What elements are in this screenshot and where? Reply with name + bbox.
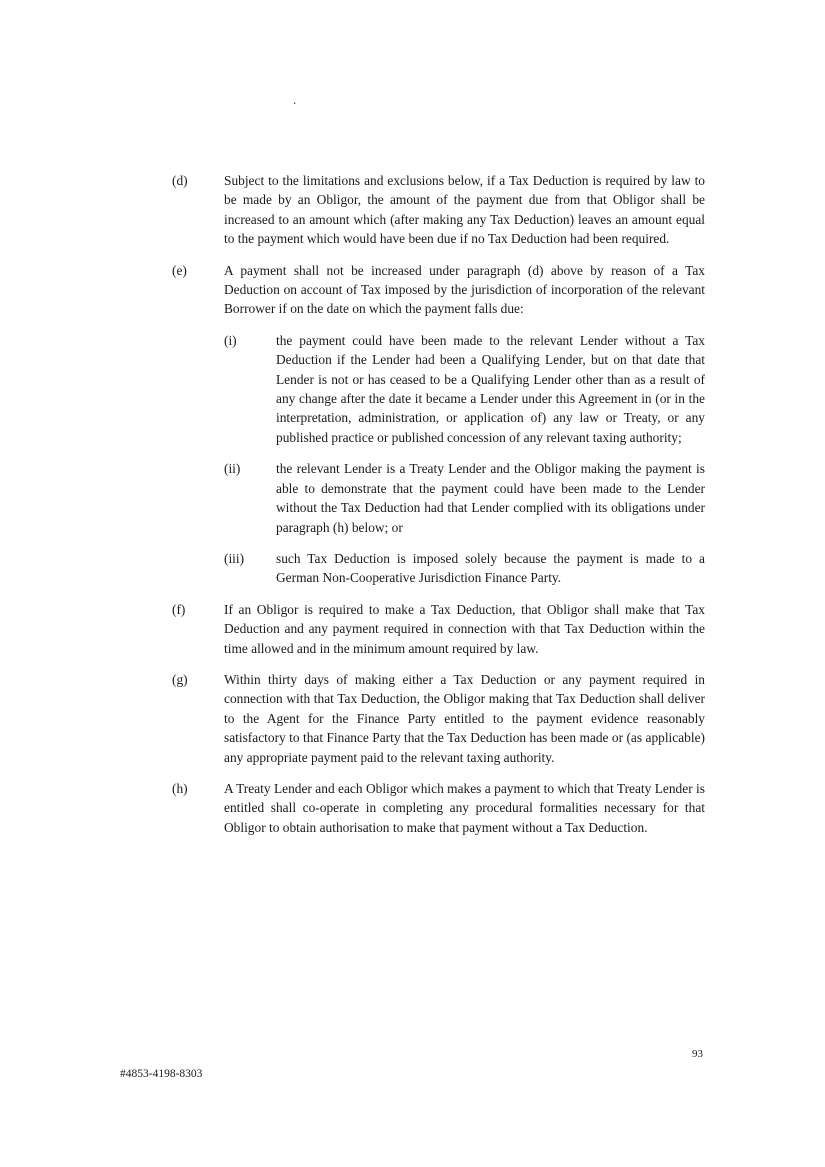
top-mark: . [293,92,297,107]
clause-h-label: (h) [172,780,188,796]
document-id-footer: #4853-4198-8303 [120,1068,203,1080]
subclause-e-i-label: (i) [224,332,237,348]
clause-e-label: (e) [172,262,187,278]
clause-f-label: (f) [172,601,186,617]
clause-f-text: If an Obligor is required to make a Tax Deduction, that Obligor shall make that Tax Deduction and any payment required in connection with that Tax Deduction within the time allowed and in the minimum amount required by law. [224,601,705,656]
clause-e-text: A payment shall not be increased under paragraph (d) above by reason of a Tax Deduction on account of Tax imposed by the jurisdiction of incorporation of the relevant Borrower if on the date on which the payment falls due: [224,262,705,317]
subclause-e-iii [224,549,705,588]
subclause-e-i-text: the payment could have been made to the relevant Lender without a Tax Deduction if the Lender had been a Qualifying Lender, but on that date that Lender is not or has ceased to be a Qualifying Lender other than as a result of any change after the date it became a Lender under this Agreement in (or in the interpretation, administration, or application of) any law or Treaty, or any published practice or published concession of any relevant taxing authority; [276,332,705,445]
clause-d-text: Subject to the limitations and exclusions below, if a Tax Deduction is required by law to be made by an Obligor, the amount of the payment due from that Obligor shall be increased to an amount which (after making any Tax Deduction) leaves an amount equal to the payment which would have been due if no Tax Deduction had been required. [224,173,705,247]
clause-d-label: (d) [172,173,188,188]
subclause-e-iii-label: (iii) [224,550,245,566]
subclause-e-ii [224,459,705,537]
clause-h [172,779,705,837]
subclause-e-ii-text: the relevant Lender is a Treaty Lender and the Obligor making the payment is able to demonstrate that the payment could have been made to the Lender without the Tax Deduction had that Lender complied with its obligations under paragraph (h) below; or [276,461,705,535]
clause-h-text: A Treaty Lender and each Obligor which makes a payment to which that Treaty Lender is entitled shall co-operate in completing any procedural formalities necessary for that Obligor to obtain authorisation to make that payment without a Tax Deduction. [224,780,705,835]
page-number: 93 [692,1048,703,1060]
clauses-list [172,171,705,849]
clause-g-text: Within thirty days of making either a Tax Deduction or any payment required in connection with that Tax Deduction, the Obligor making that Tax Deduction shall deliver to the Agent for the Finance Party entitled to the payment evidence reasonably satisfactory to that Finance Party that the Tax Deduction has been made or (as applicable) any appropriate payment paid to the relevant taxing authority. [224,671,705,765]
subclause-e-ii-label: (ii) [224,461,241,477]
clause-g-label: (g) [172,671,188,687]
clause-f [172,600,705,658]
subclause-e-iii-text: such Tax Deduction is imposed solely because the payment is made to a German Non-Cooperative Jurisdiction Finance Party. [276,550,705,586]
clause-d [172,171,705,249]
clause-g [172,670,705,767]
clause-e [172,261,705,319]
subclause-e-i [224,331,705,447]
